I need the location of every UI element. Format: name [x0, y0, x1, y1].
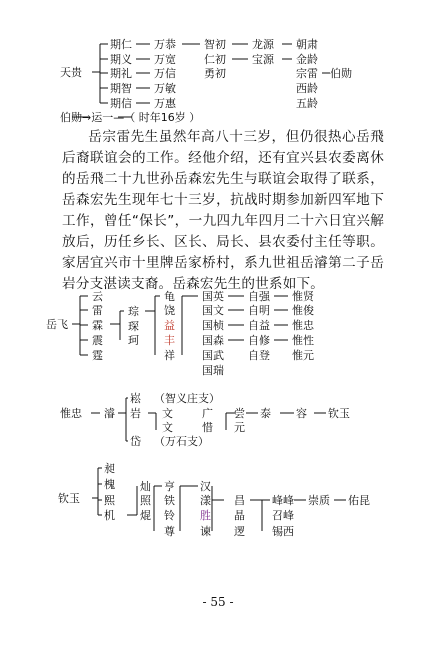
tree4-chain-item: 佑昆 [348, 494, 370, 507]
tree3-chain-item: 泰 [260, 407, 271, 420]
tree1-gen2-item: 万敏 [154, 82, 176, 95]
tree3-gen2-item: 岱 [130, 435, 141, 448]
tree1-gen2-item: 万惠 [154, 97, 176, 110]
tree2-gen2-item: 琮 [128, 305, 139, 318]
tree1-gen5-item: 五龄 [296, 97, 318, 110]
tree1-gen4-item: 龙源 [252, 38, 274, 51]
tree4-gen6-item: 锡西 [272, 525, 294, 538]
tree3-gen2-item: 崧 [130, 392, 141, 405]
tree2-gen1-item: 霖 [92, 319, 103, 332]
tree3-gen5-item: 尝 [234, 407, 245, 420]
tree2-gen6-item: 惟俊 [292, 304, 314, 317]
tree4-gen5-item: 晶 [234, 509, 245, 522]
tree1-gen6-item: 伯勋 [330, 67, 352, 80]
tree4-gen4-item: 胜 [200, 509, 211, 522]
tree4-gen3-item: 尊 [164, 525, 175, 538]
tree1-gen5-item: 西龄 [296, 82, 318, 95]
tree1-gen2-item: 万恭 [154, 38, 176, 51]
tree2-gen4-item: 国瑞 [202, 364, 224, 377]
tree1-gen5-item: 金龄 [296, 53, 318, 66]
tree1-gen1-item: 期智 [110, 82, 132, 95]
tree4-gen4-item: 谏 [200, 525, 211, 538]
tree4-gen4-item: 漾 [200, 494, 211, 507]
tree4-gen1-item: 昶 [104, 462, 115, 475]
tree1-gen1-item: 期仁 [110, 38, 132, 51]
tree2-gen5-item: 自强 [248, 290, 270, 303]
tree2-gen2-item: 琛 [128, 320, 139, 333]
tree4-gen2-item: 灿 [140, 480, 151, 493]
tree2-gen4-item: 国英 [202, 290, 224, 303]
tree1-root: 天贵 [60, 66, 82, 79]
tree4-gen4-item: 汉 [200, 480, 211, 493]
tree2-gen3-item: 龟 [164, 290, 175, 303]
tree1-gen1-item: 期义 [110, 53, 132, 66]
tree1-bottom-line: 伯勋→运一—（ 时年16岁 ） [60, 111, 201, 124]
tree2-gen1-item: 震 [92, 334, 103, 347]
tree4-root: 钦玉 [58, 492, 80, 505]
tree4-chain-item: 崇质 [308, 494, 330, 507]
tree1-gen2-item: 万宽 [154, 53, 176, 66]
tree2-gen6-item: 惟忠 [292, 319, 314, 332]
tree3-gen3-item: 文 [162, 421, 173, 434]
tree4-gen2-item: 焜 [140, 509, 151, 522]
tree2-gen1-item: 霆 [92, 349, 103, 362]
tree4-gen5-item: 逻 [234, 525, 245, 538]
tree1-gen2-item: 万信 [154, 67, 176, 80]
tree2-gen4-item: 国武 [202, 349, 224, 362]
tree3-root: 惟忠 [60, 407, 82, 420]
tree3-branch-b: （万石支） [154, 435, 209, 448]
tree2-gen5-item: 自益 [248, 319, 270, 332]
tree2-gen6-item: 惟性 [292, 334, 314, 347]
tree2-gen2-item: 珂 [128, 334, 139, 347]
tree2-gen5-item: 自登 [248, 349, 270, 362]
tree4-gen5-item: 昌 [234, 494, 245, 507]
tree4-gen1-item: 槐 [104, 478, 115, 491]
tree2-gen3-item: 饶 [164, 304, 175, 317]
tree2-gen6-item: 惟元 [292, 349, 314, 362]
tree2-gen1-item: 雷 [92, 304, 103, 317]
tree3-chain-item: 容 [296, 407, 307, 420]
tree4-gen1-item: 熙 [104, 494, 115, 507]
tree1-gen5-item: 宗雷 [296, 67, 318, 80]
tree2-gen4-item: 国文 [202, 304, 224, 317]
tree1-gen5-item: 朝肃 [296, 38, 318, 51]
tree3-gen4-item: 广 [202, 407, 213, 420]
body-paragraph-text: 岳宗雷先生虽然年高八十三岁，但仍很热心岳飛后裔联谊会的工作。经他介绍，还有宜兴县农委离休的岳飛二十九世孙岳森宏先生与联谊会取得了联系，岳森宏先生现年七十三岁，抗战时期参加新四军地下工作，曾任“保长”，一九四九年四月二十六日宜兴解放后，历任乡长、区长、局长、县农委付主任等职。家居宜兴市十里牌岳家桥村，系九世祖岳濬第二子岳岩分支湛读支裔。岳森宏先生的世系如下。 [62, 129, 384, 292]
tree2-gen4-item: 国桢 [202, 319, 224, 332]
tree3-gen5-item: 元 [234, 421, 245, 434]
tree2-gen3-item: 丰 [164, 334, 175, 347]
tree1-gen4-item: 宝源 [252, 53, 274, 66]
tree1-gen3-item: 智初 [204, 38, 226, 51]
tree2-gen5-item: 自明 [248, 304, 270, 317]
page-number: - 55 - [202, 595, 234, 609]
tree2-gen3-item: 益 [164, 319, 175, 332]
tree2-gen3-item: 祥 [164, 349, 175, 362]
tree4-gen3-item: 铃 [164, 509, 175, 522]
tree1-gen3-item: 仁初 [204, 53, 226, 66]
tree4-gen1-item: 机 [104, 509, 115, 522]
tree4-gen3-item: 铁 [164, 494, 175, 507]
tree4-gen2-item: 照 [140, 494, 151, 507]
tree3-gen2-item: 岩 [130, 407, 141, 420]
tree2-gen4-item: 国森 [202, 334, 224, 347]
tree2-gen6-item: 惟贤 [292, 290, 314, 303]
tree1-gen1-item: 期信 [110, 97, 132, 110]
tree3-gen4-item: 惜 [202, 421, 213, 434]
tree3-branch-a: （智义庄支） [154, 392, 220, 405]
tree3-gen3-item: 文 [162, 407, 173, 420]
body-paragraph [62, 127, 384, 295]
tree4-gen3-item: 亨 [164, 480, 175, 493]
tree1-gen3-item: 勇初 [204, 67, 226, 80]
tree4-gen6-item: 峰峰 [272, 494, 294, 507]
tree2-root: 岳飞 [46, 318, 68, 331]
tree2-gen1-item: 云 [92, 290, 103, 303]
tree2-gen5-item: 自修 [248, 334, 270, 347]
tree4-gen6-item: 召峰 [272, 509, 294, 522]
tree3-chain-item: 钦玉 [328, 407, 350, 420]
tree3-gen1-item: 濬 [104, 407, 115, 420]
tree1-gen1-item: 期礼 [110, 67, 132, 80]
